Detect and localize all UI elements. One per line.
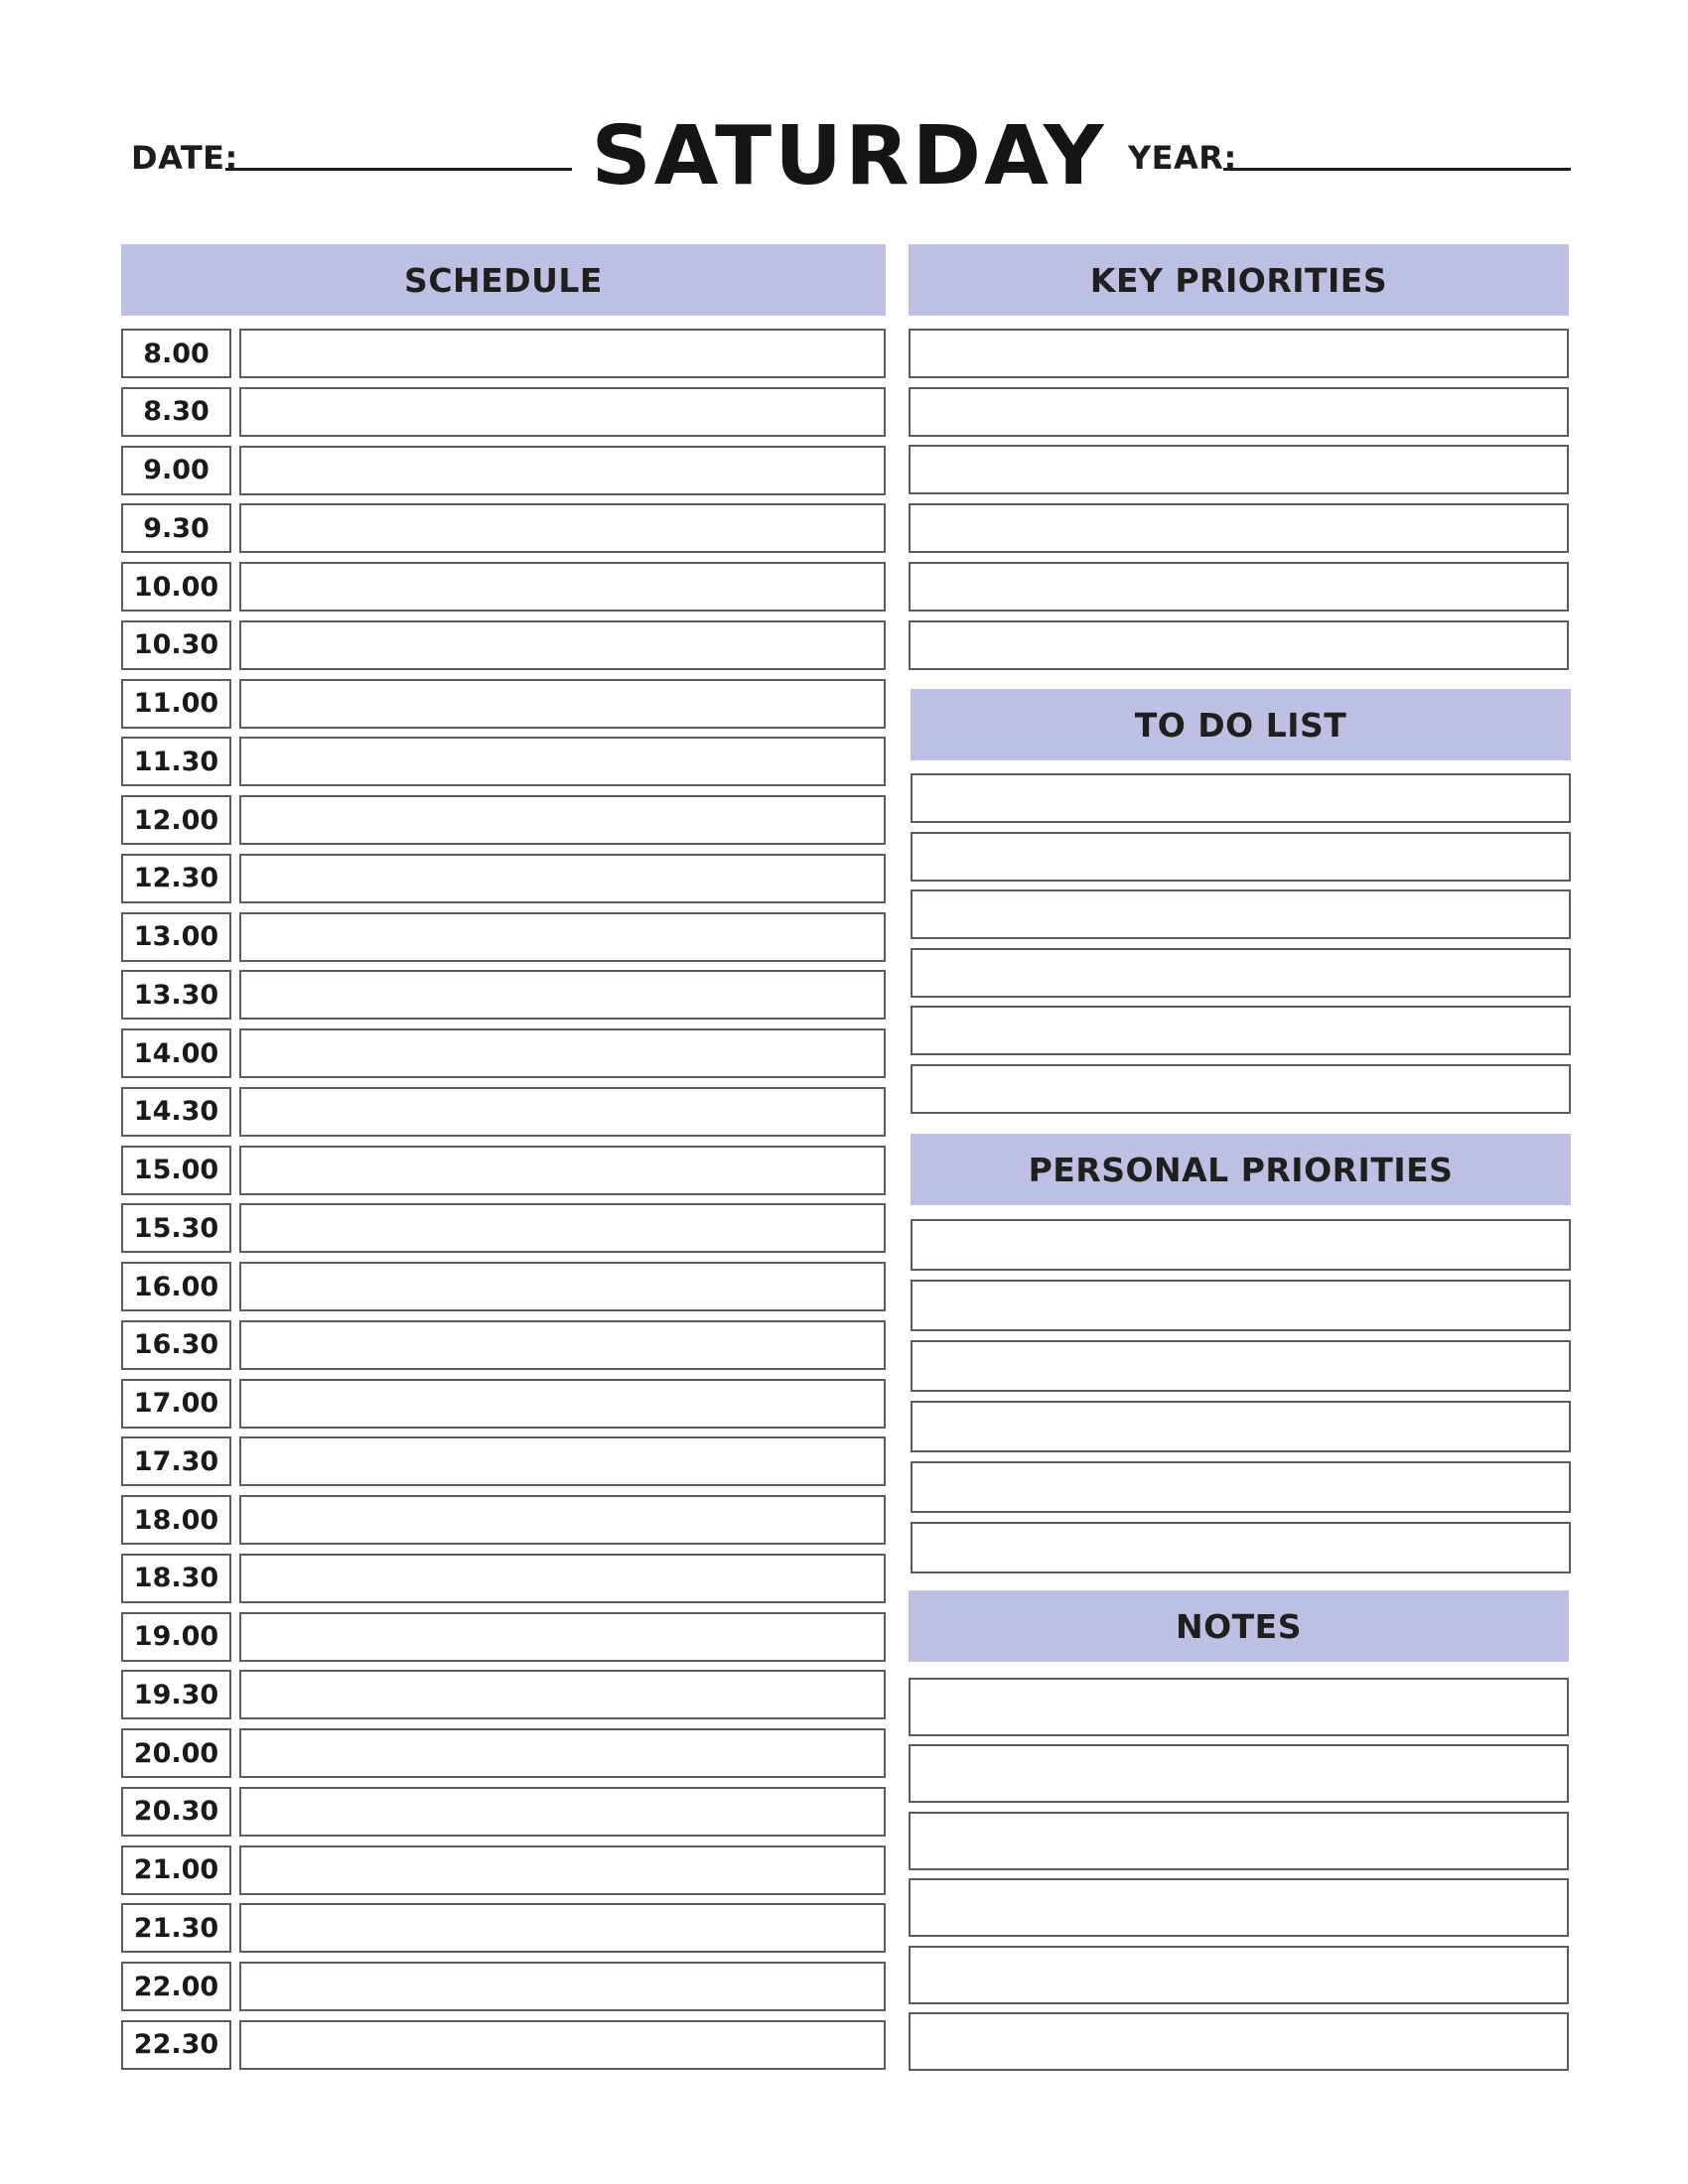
time-slot-label: 15.00 [121, 1146, 231, 1195]
personal-priority-field[interactable] [911, 1461, 1571, 1513]
schedule-entry-field[interactable] [239, 1320, 886, 1370]
key-priority-field[interactable] [909, 329, 1569, 378]
time-slot-label: 21.00 [121, 1845, 231, 1895]
note-field[interactable] [909, 1946, 1569, 2004]
key-priority-field[interactable] [909, 387, 1569, 437]
todo-field[interactable] [911, 1006, 1571, 1055]
schedule-entry-field[interactable] [239, 1554, 886, 1603]
todo-field[interactable] [911, 889, 1571, 939]
schedule-entry-field[interactable] [239, 503, 886, 553]
schedule-entry-field[interactable] [239, 737, 886, 786]
note-field[interactable] [909, 2012, 1569, 2071]
time-slot-label: 18.00 [121, 1495, 231, 1545]
personal-priority-field[interactable] [911, 1522, 1571, 1573]
schedule-entry-field[interactable] [239, 2020, 886, 2070]
time-slot-label: 17.00 [121, 1379, 231, 1429]
date-field[interactable] [225, 168, 572, 171]
schedule-entry-field[interactable] [239, 1845, 886, 1895]
page-title: SATURDAY [591, 109, 1107, 204]
time-slot-label: 13.30 [121, 970, 231, 1020]
personal-priority-field[interactable] [911, 1280, 1571, 1331]
time-slot-label: 20.30 [121, 1787, 231, 1837]
year-field[interactable] [1223, 168, 1571, 171]
todo-field[interactable] [911, 948, 1571, 998]
note-field[interactable] [909, 1744, 1569, 1803]
schedule-entry-field[interactable] [239, 1262, 886, 1311]
todo-field[interactable] [911, 1064, 1571, 1114]
key-priority-field[interactable] [909, 445, 1569, 494]
schedule-entry-field[interactable] [239, 1379, 886, 1429]
todo-heading: TO DO LIST [911, 689, 1571, 760]
schedule-entry-field[interactable] [239, 1612, 886, 1662]
schedule-entry-field[interactable] [239, 1028, 886, 1078]
time-slot-label: 16.30 [121, 1320, 231, 1370]
key-priority-field[interactable] [909, 620, 1569, 670]
schedule-entry-field[interactable] [239, 1436, 886, 1486]
time-slot-label: 21.30 [121, 1903, 231, 1953]
schedule-entry-field[interactable] [239, 1146, 886, 1195]
time-slot-label: 18.30 [121, 1554, 231, 1603]
time-slot-label: 15.30 [121, 1203, 231, 1253]
year-label: YEAR: [1128, 139, 1237, 177]
time-slot-label: 9.30 [121, 503, 231, 553]
time-slot-label: 11.30 [121, 737, 231, 786]
note-field[interactable] [909, 1878, 1569, 1937]
personal-priority-field[interactable] [911, 1401, 1571, 1452]
notes-heading: NOTES [909, 1590, 1569, 1662]
time-slot-label: 11.00 [121, 679, 231, 729]
schedule-entry-field[interactable] [239, 912, 886, 962]
schedule-entry-field[interactable] [239, 1903, 886, 1953]
time-slot-label: 20.00 [121, 1728, 231, 1778]
time-slot-label: 9.00 [121, 446, 231, 495]
time-slot-label: 12.00 [121, 795, 231, 845]
key-priority-field[interactable] [909, 562, 1569, 612]
schedule-entry-field[interactable] [239, 1728, 886, 1778]
schedule-entry-field[interactable] [239, 1670, 886, 1719]
schedule-entry-field[interactable] [239, 620, 886, 670]
schedule-entry-field[interactable] [239, 1087, 886, 1137]
time-slot-label: 19.30 [121, 1670, 231, 1719]
time-slot-label: 14.00 [121, 1028, 231, 1078]
time-slot-label: 8.00 [121, 329, 231, 378]
time-slot-label: 8.30 [121, 387, 231, 437]
schedule-entry-field[interactable] [239, 1962, 886, 2011]
key-priorities-heading: KEY PRIORITIES [909, 244, 1569, 316]
todo-field[interactable] [911, 832, 1571, 882]
schedule-entry-field[interactable] [239, 446, 886, 495]
note-field[interactable] [909, 1678, 1569, 1736]
time-slot-label: 19.00 [121, 1612, 231, 1662]
schedule-entry-field[interactable] [239, 1203, 886, 1253]
schedule-entry-field[interactable] [239, 387, 886, 437]
todo-field[interactable] [911, 773, 1571, 823]
personal-priorities-heading: PERSONAL PRIORITIES [911, 1134, 1571, 1205]
key-priority-field[interactable] [909, 503, 1569, 553]
schedule-entry-field[interactable] [239, 1787, 886, 1837]
time-slot-label: 12.30 [121, 854, 231, 903]
time-slot-label: 22.00 [121, 1962, 231, 2011]
schedule-entry-field[interactable] [239, 1495, 886, 1545]
schedule-entry-field[interactable] [239, 562, 886, 612]
schedule-heading: SCHEDULE [121, 244, 886, 316]
schedule-entry-field[interactable] [239, 795, 886, 845]
date-label: DATE: [131, 139, 238, 177]
time-slot-label: 13.00 [121, 912, 231, 962]
personal-priority-field[interactable] [911, 1340, 1571, 1392]
schedule-entry-field[interactable] [239, 679, 886, 729]
note-field[interactable] [909, 1812, 1569, 1870]
time-slot-label: 10.00 [121, 562, 231, 612]
time-slot-label: 10.30 [121, 620, 231, 670]
personal-priority-field[interactable] [911, 1219, 1571, 1271]
time-slot-label: 14.30 [121, 1087, 231, 1137]
time-slot-label: 22.30 [121, 2020, 231, 2070]
schedule-entry-field[interactable] [239, 854, 886, 903]
time-slot-label: 17.30 [121, 1436, 231, 1486]
time-slot-label: 16.00 [121, 1262, 231, 1311]
schedule-entry-field[interactable] [239, 970, 886, 1020]
schedule-entry-field[interactable] [239, 329, 886, 378]
